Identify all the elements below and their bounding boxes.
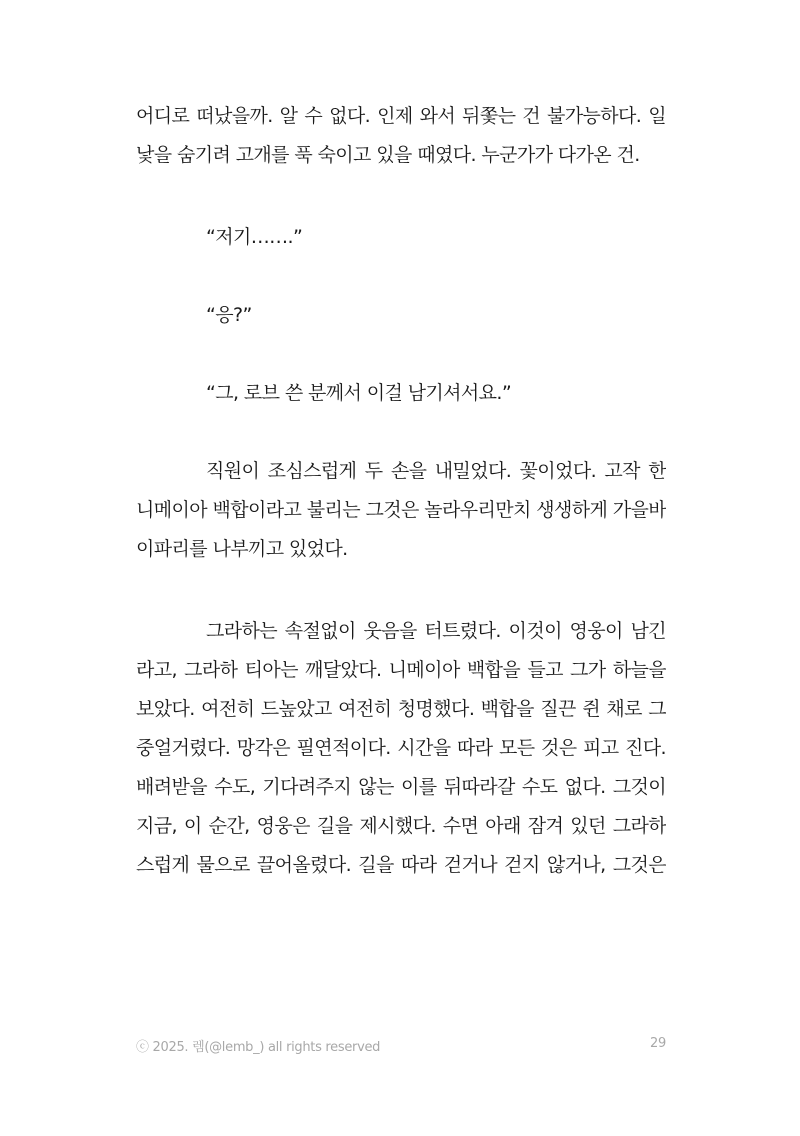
text-line: 이파리를 나부끼고 있었다.	[136, 538, 348, 560]
text-line: 배려받을 수도, 기다려주지 않는 이를 뒤따라갈 수도 없다. 그것이	[136, 776, 666, 798]
text-line: 지금, 이 순간, 영웅은 길을 제시했다. 수면 아래 잠겨 있던 그라하	[136, 815, 666, 837]
dialogue-line-1	[136, 218, 736, 257]
page-number: 29	[650, 1036, 666, 1051]
copyright-notice: ⓒ 2025. 렘(@lemb_) all rights reserved	[136, 1040, 381, 1055]
text-line: “저기…….”	[206, 226, 303, 248]
text-line: 라고, 그라하 티아는 깨달았다. 니메이아 백합을 들고 그가 하늘을	[136, 659, 666, 681]
paragraph-1	[136, 97, 666, 175]
paragraph-2	[136, 452, 666, 569]
paragraph-3	[136, 612, 666, 885]
text-line: 스럽게 물으로 끌어올렸다. 길을 따라 걷거나 걷지 않거나, 그것은	[136, 854, 666, 876]
text-line: 직원이 조심스럽게 두 손을 내밀었다. 꽃이었다. 고작 한	[206, 460, 666, 482]
text-line: 중얼거렸다. 망각은 필연적이다. 시간을 따라 모든 것은 피고 진다.	[136, 737, 666, 759]
dialogue-line-3	[136, 374, 736, 413]
dialogue-line-2	[136, 296, 736, 335]
text-line: 니메이아 백합이라고 불리는 그것은 놀라우리만치 생생하게 가을바	[136, 499, 666, 521]
text-line: “응?”	[206, 304, 252, 326]
text-line: 어디로 떠났을까. 알 수 없다. 인제 와서 뒤쫓는 건 불가능하다. 일	[136, 105, 666, 127]
text-line: 낯을 숨기려 고개를 푹 숙이고 있을 때였다. 누군가가 다가온 건.	[136, 144, 640, 166]
text-line: 보았다. 여전히 드높았고 여전히 청명했다. 백합을 질끈 쥔 채로 그	[136, 698, 666, 720]
text-line: 그라하는 속절없이 웃음을 터트렸다. 이것이 영웅이 남긴	[206, 620, 666, 642]
text-line: “그, 로브 쓴 분께서 이걸 남기셔서요.”	[206, 382, 512, 404]
